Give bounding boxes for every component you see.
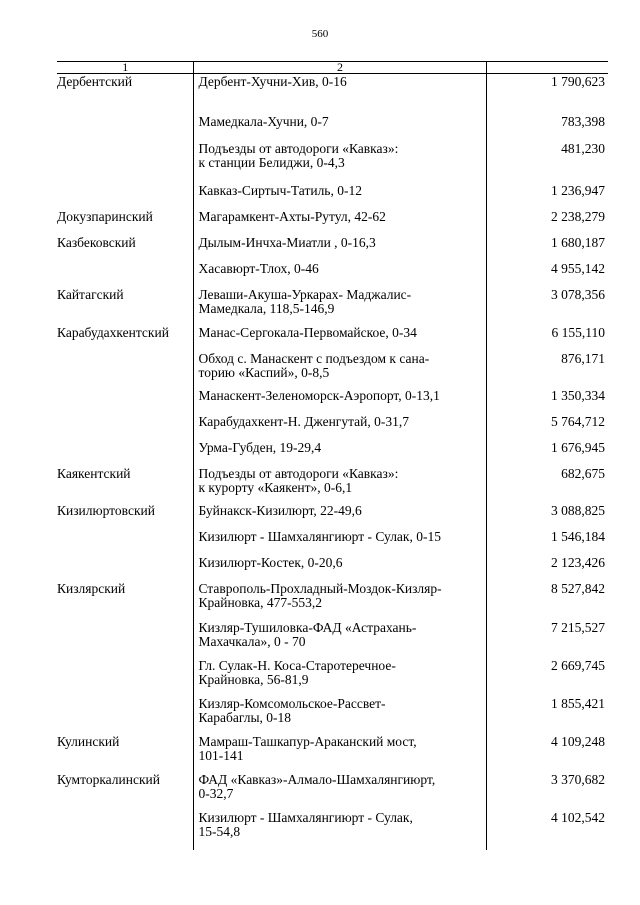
road-line: Крайновка, 56-81,9 [198, 671, 309, 687]
district-cell [57, 351, 194, 388]
road-cell [194, 351, 486, 388]
road-line: Подъезды от автодороги «Кавказ»: [198, 465, 399, 481]
district-cell [57, 440, 194, 466]
road-cell [194, 114, 486, 141]
value-cell: 1 680,187 [551, 234, 605, 250]
road-cell [194, 74, 486, 114]
road-cell [194, 209, 486, 235]
value-cell: 8 527,842 [551, 580, 605, 596]
road-line: Дербент-Хучни-Хив, 0-16 [198, 74, 347, 89]
road-line: торию «Каспий», 0-8,5 [198, 364, 330, 380]
value-cell: 1 236,947 [551, 182, 605, 198]
value-cell: 1 855,421 [551, 695, 605, 711]
district-cell: Кумторкалинский [57, 771, 160, 787]
district-cell [57, 620, 194, 658]
district-cell: Каякентский [57, 465, 131, 481]
table-row [57, 466, 608, 503]
value-cell: 4 102,542 [551, 809, 605, 825]
value-cell: 481,230 [561, 140, 605, 156]
road-cell [194, 696, 486, 734]
road-cell [194, 388, 486, 414]
table-row [57, 658, 608, 696]
table-row [57, 209, 608, 235]
road-cell [194, 555, 486, 581]
road-line: Урма-Губден, 19-29,4 [198, 439, 322, 455]
district-cell [57, 261, 194, 287]
road-line: Кавказ-Сиртыч-Татиль, 0-12 [198, 182, 362, 198]
road-cell [194, 658, 486, 696]
value-cell: 5 764,712 [551, 413, 605, 429]
value-cell: 3 088,825 [551, 502, 605, 518]
road-line: к станции Белиджи, 0-4,3 [198, 154, 345, 170]
district-cell [57, 183, 194, 209]
district-cell: Дербентский [57, 74, 133, 89]
value-cell: 1 676,945 [551, 439, 605, 455]
road-line: Мамедкала-Хучни, 0-7 [198, 113, 329, 129]
table-row [57, 351, 608, 388]
road-line: Мамедкала, 118,5-146,9 [198, 300, 335, 316]
roads-table [57, 61, 608, 850]
road-cell [194, 772, 486, 810]
road-line: Крайновка, 477-553,2 [198, 594, 323, 610]
road-line: 0-32,7 [198, 785, 234, 801]
table-row [57, 772, 608, 810]
value-cell: 7 215,527 [551, 619, 605, 635]
value-cell: 876,171 [561, 350, 605, 366]
district-cell: Карабудахкентский [57, 324, 169, 340]
road-line: 15-54,8 [198, 823, 241, 839]
value-cell: 783,398 [561, 113, 605, 129]
table-row [57, 810, 608, 850]
road-cell [194, 734, 486, 772]
table-row [57, 114, 608, 141]
road-cell [194, 287, 486, 325]
value-cell: 2 123,426 [551, 554, 605, 570]
district-cell [57, 114, 194, 141]
road-line: Манаскент-Зеленоморск-Аэропорт, 0-13,1 [198, 387, 440, 403]
table-row [57, 696, 608, 734]
road-cell [194, 141, 486, 183]
table-header-row [57, 62, 608, 74]
district-cell [57, 529, 194, 555]
value-cell: 3 370,682 [551, 771, 605, 787]
table-row [57, 261, 608, 287]
table-row [57, 440, 608, 466]
road-line: Подъезды от автодороги «Кавказ»: [198, 140, 399, 156]
table-row [57, 529, 608, 555]
road-cell [194, 325, 486, 351]
district-cell: Казбековский [57, 234, 136, 250]
road-line: Буйнакск-Кизилюрт, 22-49,6 [198, 502, 362, 518]
road-line: Ставрополь-Прохладный-Моздок-Кизляр- [198, 580, 442, 596]
road-line: 101-141 [198, 747, 244, 763]
road-line: к курорту «Каякент», 0-6,1 [198, 479, 353, 495]
road-line: Кизилюрт-Костек, 0-20,6 [198, 554, 343, 570]
value-cell: 3 078,356 [551, 286, 605, 302]
road-line: Кизилюрт - Шамхалянгиюрт - Сулак, 0-15 [198, 528, 441, 544]
road-line: Манас-Сергокала-Первомайское, 0-34 [198, 324, 417, 340]
table-row [57, 581, 608, 620]
value-cell: 1 790,623 [551, 74, 605, 89]
district-cell [57, 658, 194, 696]
road-cell [194, 581, 486, 620]
district-cell: Докузпаринский [57, 208, 153, 224]
road-line: Карабудахкент-Н. Дженгутай, 0-31,7 [198, 413, 409, 429]
district-cell [57, 141, 194, 183]
table-row [57, 620, 608, 658]
road-line: ФАД «Кавказ»-Алмало-Шамхалянгиюрт, [198, 771, 436, 787]
road-cell [194, 529, 486, 555]
table-row [57, 555, 608, 581]
table-row [57, 141, 608, 183]
table-row [57, 414, 608, 440]
table-row [57, 183, 608, 209]
road-cell [194, 261, 486, 287]
road-cell [194, 466, 486, 503]
column-header-3 [486, 62, 608, 74]
road-line: Махачкала», 0 - 70 [198, 633, 306, 649]
value-cell: 2 669,745 [551, 657, 605, 673]
road-line: Мамраш-Ташкапур-Араканский мост, [198, 733, 417, 749]
district-cell [57, 696, 194, 734]
table-row [57, 325, 608, 351]
column-header-1: 1 [57, 62, 194, 74]
value-cell: 682,675 [561, 465, 605, 481]
road-line: Обход с. Манаскент с подъездом к сана- [198, 350, 430, 366]
road-cell [194, 440, 486, 466]
road-line: Кизилюрт - Шамхалянгиюрт - Сулак, [198, 809, 413, 825]
value-cell: 6 155,110 [551, 324, 605, 340]
table-row [57, 287, 608, 325]
district-cell [57, 388, 194, 414]
road-line: Кизляр-Тушиловка-ФАД «Астрахань- [198, 619, 417, 635]
road-line: Гл. Сулак-Н. Коса-Старотеречное- [198, 657, 396, 673]
table-row [57, 734, 608, 772]
road-line: Дылым-Инчха-Миатли , 0-16,3 [198, 234, 376, 250]
value-cell: 4 955,142 [551, 260, 605, 276]
district-cell: Кулинский [57, 733, 120, 749]
road-line: Карабаглы, 0-18 [198, 709, 292, 725]
table-body [57, 74, 608, 850]
page-number: 560 [311, 28, 329, 40]
table-row [57, 235, 608, 261]
road-line: Кизляр-Комсомольское-Рассвет- [198, 695, 386, 711]
district-cell [57, 555, 194, 581]
table-row [57, 388, 608, 414]
road-cell [194, 235, 486, 261]
district-cell: Кизлярский [57, 580, 126, 596]
road-line: Леваши-Акуша-Уркарах- Маджалис- [198, 286, 412, 302]
value-cell: 1 350,334 [551, 387, 605, 403]
road-cell [194, 620, 486, 658]
road-cell [194, 183, 486, 209]
district-cell: Кайтагский [57, 286, 124, 302]
column-header-2: 2 [194, 62, 486, 74]
road-cell [194, 414, 486, 440]
road-cell [194, 810, 486, 850]
district-cell [57, 414, 194, 440]
value-cell: 2 238,279 [551, 208, 605, 224]
district-cell [57, 810, 194, 850]
district-cell: Кизилюртовский [57, 502, 155, 518]
road-cell [194, 503, 486, 529]
value-cell: 4 109,248 [551, 733, 605, 749]
table-row [57, 503, 608, 529]
road-line: Магарамкент-Ахты-Рутул, 42-62 [198, 208, 386, 224]
table-row [57, 74, 608, 114]
value-cell: 1 546,184 [551, 528, 605, 544]
road-line: Хасавюрт-Тлох, 0-46 [198, 260, 319, 276]
